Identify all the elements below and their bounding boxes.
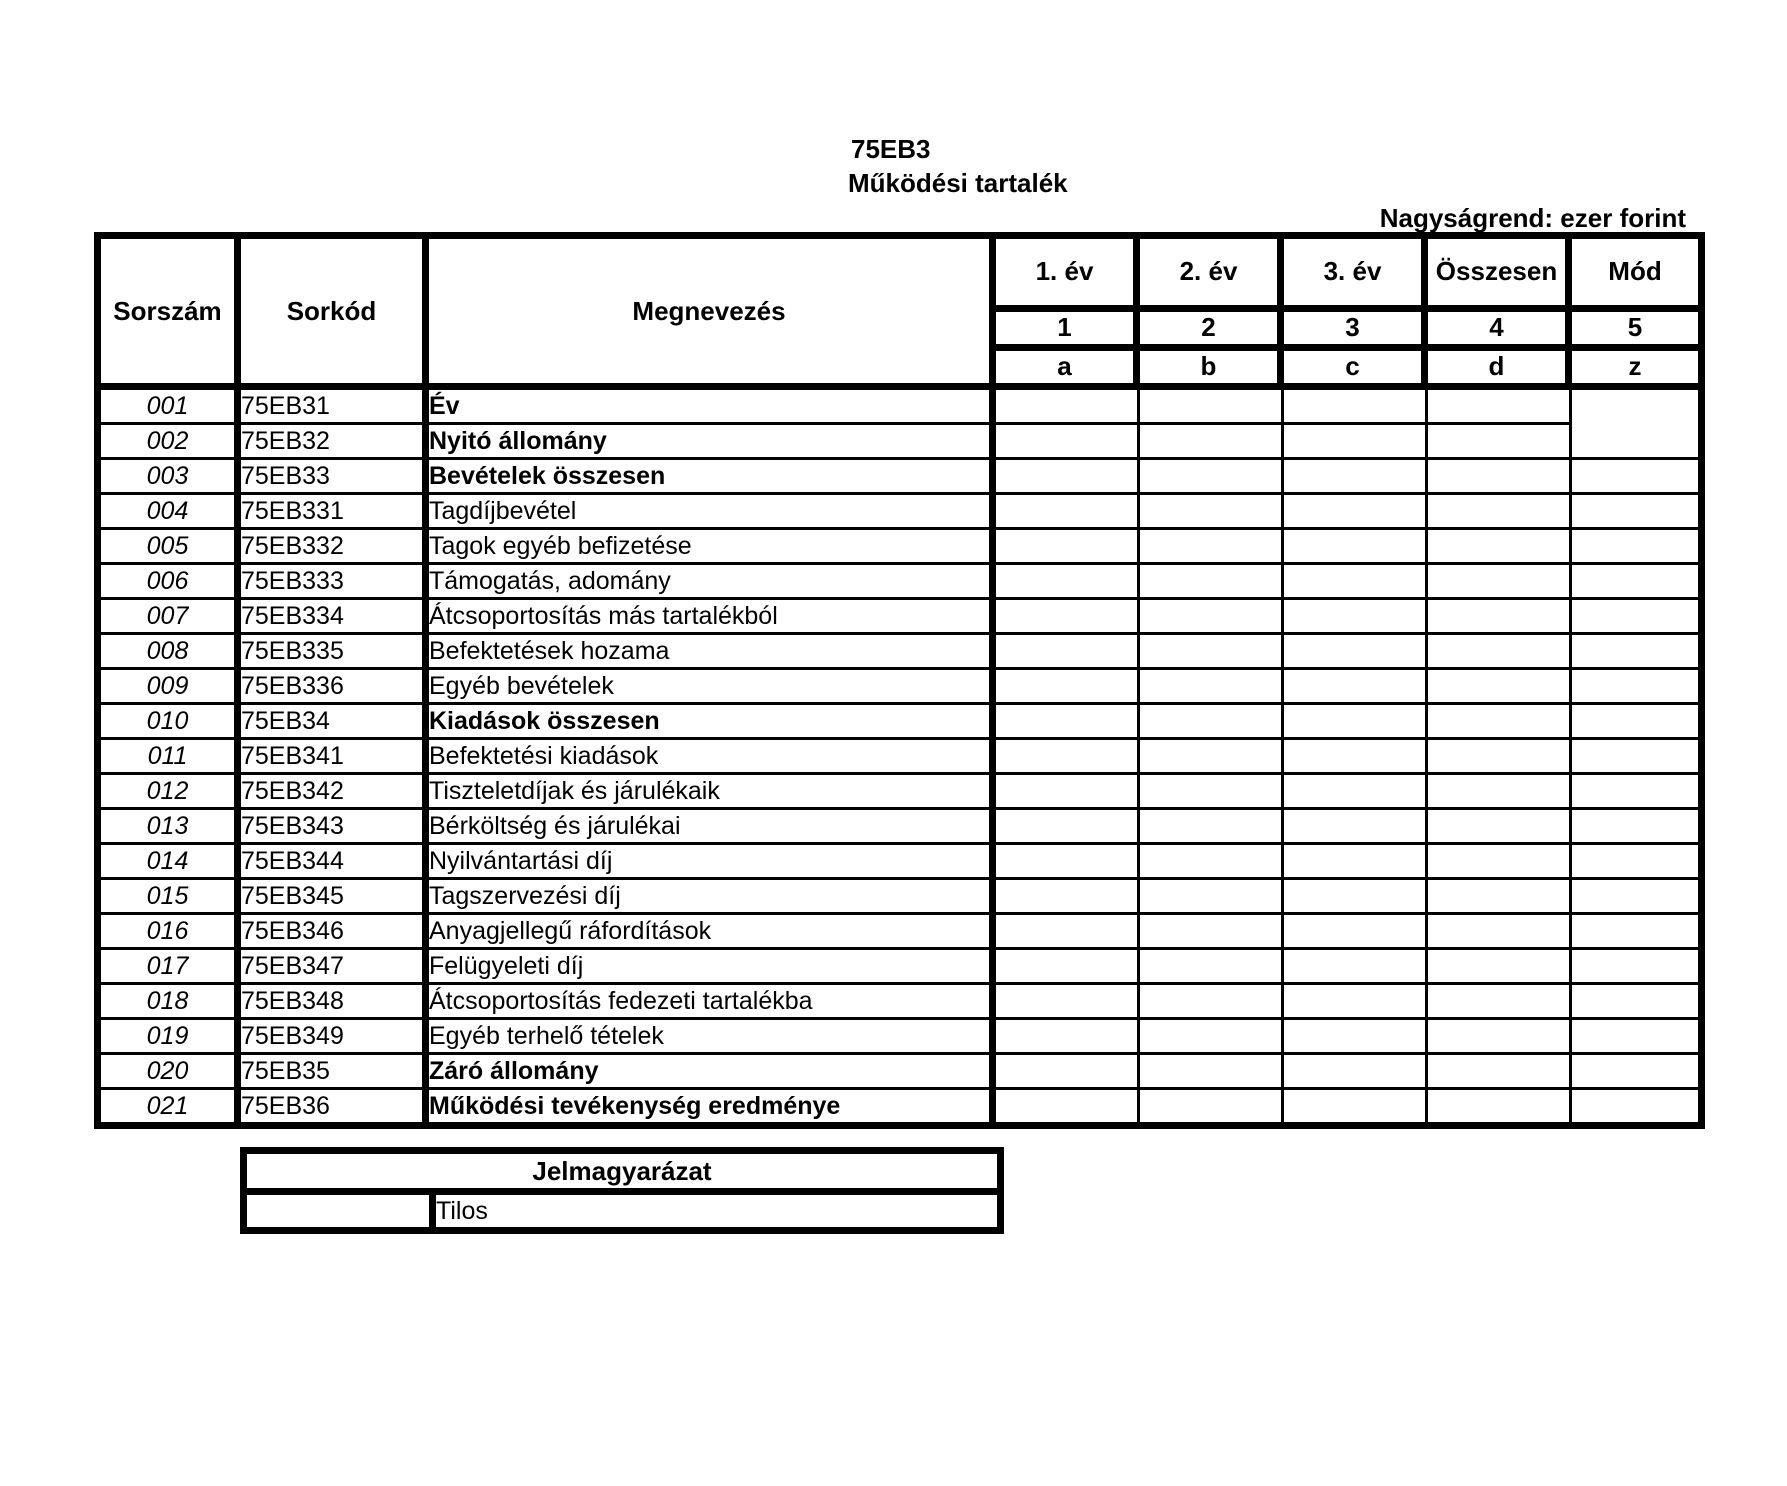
value-cell-d[interactable] bbox=[1428, 565, 1572, 600]
value-cell-a[interactable] bbox=[996, 600, 1140, 635]
value-cell-a[interactable] bbox=[996, 635, 1140, 670]
row-index: 021 bbox=[101, 1090, 241, 1122]
value-cell-c[interactable] bbox=[1284, 530, 1428, 565]
value-cell-a[interactable] bbox=[996, 740, 1140, 775]
value-cell-b[interactable] bbox=[1140, 950, 1284, 985]
row-code: 75EB346 bbox=[241, 915, 429, 950]
value-cell-z[interactable] bbox=[1572, 670, 1698, 705]
row-name: Támogatás, adomány bbox=[429, 565, 996, 600]
row-index: 004 bbox=[101, 495, 241, 530]
value-cell-b[interactable] bbox=[1140, 985, 1284, 1020]
value-cell-a[interactable] bbox=[996, 425, 1140, 460]
value-cell-b[interactable] bbox=[1140, 1020, 1284, 1055]
row-code: 75EB331 bbox=[241, 495, 429, 530]
row-code: 75EB349 bbox=[241, 1020, 429, 1055]
row-index: 010 bbox=[101, 705, 241, 740]
value-cell-c[interactable] bbox=[1284, 1055, 1428, 1090]
row-name: Nyilvántartási díj bbox=[429, 845, 996, 880]
row-name: Átcsoportosítás fedezeti tartalékba bbox=[429, 985, 996, 1020]
value-cell-d[interactable] bbox=[1428, 425, 1572, 460]
value-cell-b[interactable] bbox=[1140, 670, 1284, 705]
value-cell-z[interactable] bbox=[1572, 880, 1698, 915]
value-cell-b[interactable] bbox=[1140, 775, 1284, 810]
value-cell-c[interactable] bbox=[1284, 705, 1428, 740]
value-cell-a[interactable] bbox=[996, 810, 1140, 845]
row-name: Tiszteletdíjak és járulékaik bbox=[429, 775, 996, 810]
table-row bbox=[101, 460, 1698, 495]
value-cell-c[interactable] bbox=[1284, 460, 1428, 495]
value-cell-b[interactable] bbox=[1140, 845, 1284, 880]
value-cell-d[interactable] bbox=[1428, 705, 1572, 740]
row-code: 75EB36 bbox=[241, 1090, 429, 1122]
row-code: 75EB344 bbox=[241, 845, 429, 880]
value-cell-b[interactable] bbox=[1140, 1090, 1284, 1122]
table-row bbox=[101, 425, 1698, 460]
row-code: 75EB34 bbox=[241, 705, 429, 740]
table-row bbox=[101, 390, 1698, 425]
value-cell-z[interactable] bbox=[1572, 565, 1698, 600]
row-index: 007 bbox=[101, 600, 241, 635]
value-cell-z[interactable] bbox=[1572, 775, 1698, 810]
value-cell-a[interactable] bbox=[996, 1020, 1140, 1055]
value-cell-a[interactable] bbox=[996, 670, 1140, 705]
table-row bbox=[101, 530, 1698, 565]
value-cell-d[interactable] bbox=[1428, 845, 1572, 880]
value-cell-z[interactable] bbox=[1572, 1055, 1698, 1090]
row-name: Bérköltség és járulékai bbox=[429, 810, 996, 845]
value-cell-c[interactable] bbox=[1284, 810, 1428, 845]
value-cell-a[interactable] bbox=[996, 915, 1140, 950]
value-cell-d[interactable] bbox=[1428, 810, 1572, 845]
table-row bbox=[101, 915, 1698, 950]
value-cell-d[interactable] bbox=[1428, 880, 1572, 915]
row-index: 015 bbox=[101, 880, 241, 915]
value-cell-b[interactable] bbox=[1140, 635, 1284, 670]
value-cell-z[interactable] bbox=[1572, 845, 1698, 880]
table-row bbox=[101, 1020, 1698, 1055]
value-cell-d[interactable] bbox=[1428, 495, 1572, 530]
value-cell-c[interactable] bbox=[1284, 635, 1428, 670]
header-letter-d: d bbox=[1428, 351, 1572, 390]
value-cell-a[interactable] bbox=[996, 880, 1140, 915]
row-name: Felügyeleti díj bbox=[429, 950, 996, 985]
header-number-5: 5 bbox=[1572, 312, 1698, 351]
value-cell-d[interactable] bbox=[1428, 460, 1572, 495]
value-cell-z[interactable] bbox=[1572, 460, 1698, 495]
row-name: Egyéb terhelő tételek bbox=[429, 1020, 996, 1055]
value-cell-c[interactable] bbox=[1284, 600, 1428, 635]
row-code: 75EB336 bbox=[241, 670, 429, 705]
table-row bbox=[101, 495, 1698, 530]
row-index: 003 bbox=[101, 460, 241, 495]
header-letter-a: a bbox=[996, 351, 1140, 390]
row-code: 75EB332 bbox=[241, 530, 429, 565]
value-cell-d[interactable] bbox=[1428, 530, 1572, 565]
value-cell-a[interactable] bbox=[996, 390, 1140, 425]
value-cell-z[interactable] bbox=[1572, 950, 1698, 985]
header-letter-b: b bbox=[1140, 351, 1284, 390]
header-letter-c: c bbox=[1284, 351, 1428, 390]
value-cell-c[interactable] bbox=[1284, 1090, 1428, 1122]
value-cell-c[interactable] bbox=[1284, 775, 1428, 810]
row-code: 75EB341 bbox=[241, 740, 429, 775]
row-index: 001 bbox=[101, 390, 241, 425]
table-row bbox=[101, 880, 1698, 915]
header-mod: Mód bbox=[1572, 239, 1698, 312]
value-cell-a[interactable] bbox=[996, 460, 1140, 495]
header-number-4: 4 bbox=[1428, 312, 1572, 351]
value-cell-z[interactable] bbox=[1572, 1020, 1698, 1055]
row-code: 75EB33 bbox=[241, 460, 429, 495]
row-index: 018 bbox=[101, 985, 241, 1020]
header-sorkod: Sorkód bbox=[241, 239, 429, 390]
row-code: 75EB32 bbox=[241, 425, 429, 460]
value-cell-d[interactable] bbox=[1428, 915, 1572, 950]
row-name: Befektetési kiadások bbox=[429, 740, 996, 775]
value-cell-d[interactable] bbox=[1428, 670, 1572, 705]
table-row bbox=[101, 845, 1698, 880]
value-cell-d[interactable] bbox=[1428, 950, 1572, 985]
table-row bbox=[101, 775, 1698, 810]
row-code: 75EB348 bbox=[241, 985, 429, 1020]
value-cell-c[interactable] bbox=[1284, 390, 1428, 425]
row-index: 017 bbox=[101, 950, 241, 985]
row-name: Év bbox=[429, 390, 996, 425]
row-code: 75EB342 bbox=[241, 775, 429, 810]
row-name: Anyagjellegű ráfordítások bbox=[429, 915, 996, 950]
value-cell-b[interactable] bbox=[1140, 880, 1284, 915]
value-cell-a[interactable] bbox=[996, 950, 1140, 985]
value-cell-d[interactable] bbox=[1428, 390, 1572, 425]
value-cell-a[interactable] bbox=[996, 705, 1140, 740]
row-name: Tagdíjbevétel bbox=[429, 495, 996, 530]
value-cell-c[interactable] bbox=[1284, 740, 1428, 775]
value-cell-d[interactable] bbox=[1428, 1020, 1572, 1055]
header-megnevezes: Megnevezés bbox=[429, 239, 996, 390]
table-row bbox=[101, 565, 1698, 600]
table-row bbox=[101, 985, 1698, 1020]
row-name: Befektetések hozama bbox=[429, 635, 996, 670]
value-cell-d[interactable] bbox=[1428, 635, 1572, 670]
row-name: Kiadások összesen bbox=[429, 705, 996, 740]
table-body bbox=[101, 390, 1698, 1122]
value-cell-b[interactable] bbox=[1140, 495, 1284, 530]
value-cell-c[interactable] bbox=[1284, 950, 1428, 985]
row-code: 75EB35 bbox=[241, 1055, 429, 1090]
value-cell-b[interactable] bbox=[1140, 425, 1284, 460]
header-year-2: 2. év bbox=[1140, 239, 1284, 312]
row-index: 002 bbox=[101, 425, 241, 460]
row-index: 011 bbox=[101, 740, 241, 775]
row-index: 005 bbox=[101, 530, 241, 565]
row-index: 006 bbox=[101, 565, 241, 600]
value-cell-c[interactable] bbox=[1284, 845, 1428, 880]
table-row bbox=[101, 600, 1698, 635]
table-row bbox=[101, 810, 1698, 845]
row-index: 016 bbox=[101, 915, 241, 950]
table-row bbox=[101, 1055, 1698, 1090]
value-cell-d[interactable] bbox=[1428, 985, 1572, 1020]
row-name: Bevételek összesen bbox=[429, 460, 996, 495]
value-cell-z[interactable] bbox=[1572, 915, 1698, 950]
value-cell-b[interactable] bbox=[1140, 810, 1284, 845]
value-cell-b[interactable] bbox=[1140, 915, 1284, 950]
table-row bbox=[101, 950, 1698, 985]
value-cell-b[interactable] bbox=[1140, 530, 1284, 565]
main-table bbox=[94, 232, 1705, 1129]
value-cell-d[interactable] bbox=[1428, 600, 1572, 635]
value-cell-c[interactable] bbox=[1284, 495, 1428, 530]
value-cell-z[interactable] bbox=[1572, 985, 1698, 1020]
value-cell-c[interactable] bbox=[1284, 985, 1428, 1020]
value-cell-c[interactable] bbox=[1284, 880, 1428, 915]
row-code: 75EB334 bbox=[241, 600, 429, 635]
value-cell-z[interactable] bbox=[1572, 1090, 1698, 1122]
row-name: Működési tevékenység eredménye bbox=[429, 1090, 996, 1122]
row-index: 014 bbox=[101, 845, 241, 880]
value-cell-b[interactable] bbox=[1140, 565, 1284, 600]
row-index: 013 bbox=[101, 810, 241, 845]
row-name: Tagok egyéb befizetése bbox=[429, 530, 996, 565]
header-number-1: 1 bbox=[996, 312, 1140, 351]
value-cell-z[interactable] bbox=[1572, 495, 1698, 530]
value-cell-c[interactable] bbox=[1284, 915, 1428, 950]
value-cell-c[interactable] bbox=[1284, 565, 1428, 600]
value-cell-a[interactable] bbox=[996, 495, 1140, 530]
value-cell-a[interactable] bbox=[996, 1055, 1140, 1090]
value-cell-d[interactable] bbox=[1428, 775, 1572, 810]
legend-title: Jelmagyarázat bbox=[247, 1154, 997, 1195]
row-code: 75EB343 bbox=[241, 810, 429, 845]
value-cell-a[interactable] bbox=[996, 775, 1140, 810]
value-cell-z[interactable] bbox=[1572, 600, 1698, 635]
unit-note: Nagyságrend: ezer forint bbox=[1379, 203, 1686, 233]
row-index: 008 bbox=[101, 635, 241, 670]
row-code: 75EB333 bbox=[241, 565, 429, 600]
row-name: Egyéb bevételek bbox=[429, 670, 996, 705]
value-cell-c[interactable] bbox=[1284, 670, 1428, 705]
value-cell-a[interactable] bbox=[996, 530, 1140, 565]
row-index: 012 bbox=[101, 775, 241, 810]
table-row bbox=[101, 740, 1698, 775]
value-cell-z[interactable] bbox=[1572, 635, 1698, 670]
value-cell-z[interactable] bbox=[1572, 740, 1698, 775]
value-cell-z[interactable] bbox=[1572, 705, 1698, 740]
row-index: 019 bbox=[101, 1020, 241, 1055]
document-title: Működési tartalék bbox=[848, 168, 1068, 198]
value-cell-c[interactable] bbox=[1284, 425, 1428, 460]
value-cell-d[interactable] bbox=[1428, 1055, 1572, 1090]
value-cell-z[interactable] bbox=[1572, 390, 1698, 460]
value-cell-a[interactable] bbox=[996, 985, 1140, 1020]
value-cell-b[interactable] bbox=[1140, 460, 1284, 495]
value-cell-z[interactable] bbox=[1572, 810, 1698, 845]
value-cell-a[interactable] bbox=[996, 845, 1140, 880]
document-code: 75EB3 bbox=[851, 134, 931, 164]
header-sorszam: Sorszám bbox=[101, 239, 241, 390]
row-name: Záró állomány bbox=[429, 1055, 996, 1090]
row-name: Nyitó állomány bbox=[429, 425, 996, 460]
table-row bbox=[101, 670, 1698, 705]
header-number-2: 2 bbox=[1140, 312, 1284, 351]
table-row bbox=[101, 1090, 1698, 1122]
header-year-1: 1. év bbox=[996, 239, 1140, 312]
header-total: Összesen bbox=[1428, 239, 1572, 312]
value-cell-b[interactable] bbox=[1140, 1055, 1284, 1090]
value-cell-a[interactable] bbox=[996, 565, 1140, 600]
row-code: 75EB345 bbox=[241, 880, 429, 915]
value-cell-c[interactable] bbox=[1284, 1020, 1428, 1055]
table-row bbox=[101, 705, 1698, 740]
row-code: 75EB31 bbox=[241, 390, 429, 425]
row-code: 75EB335 bbox=[241, 635, 429, 670]
legend-table bbox=[240, 1147, 1004, 1234]
row-name: Átcsoportosítás más tartalékból bbox=[429, 600, 996, 635]
value-cell-b[interactable] bbox=[1140, 740, 1284, 775]
header-year-3: 3. év bbox=[1284, 239, 1428, 312]
legend-swatch-forbidden bbox=[247, 1195, 436, 1227]
value-cell-b[interactable] bbox=[1140, 390, 1284, 425]
legend-label-forbidden: Tilos bbox=[436, 1197, 488, 1225]
value-cell-b[interactable] bbox=[1140, 600, 1284, 635]
value-cell-b[interactable] bbox=[1140, 705, 1284, 740]
value-cell-d[interactable] bbox=[1428, 740, 1572, 775]
row-code: 75EB347 bbox=[241, 950, 429, 985]
value-cell-z[interactable] bbox=[1572, 530, 1698, 565]
table-row bbox=[101, 635, 1698, 670]
value-cell-d[interactable] bbox=[1428, 1090, 1572, 1122]
row-index: 020 bbox=[101, 1055, 241, 1090]
value-cell-a[interactable] bbox=[996, 1090, 1140, 1122]
row-index: 009 bbox=[101, 670, 241, 705]
row-name: Tagszervezési díj bbox=[429, 880, 996, 915]
header-letter-z: z bbox=[1572, 351, 1698, 390]
header-number-3: 3 bbox=[1284, 312, 1428, 351]
